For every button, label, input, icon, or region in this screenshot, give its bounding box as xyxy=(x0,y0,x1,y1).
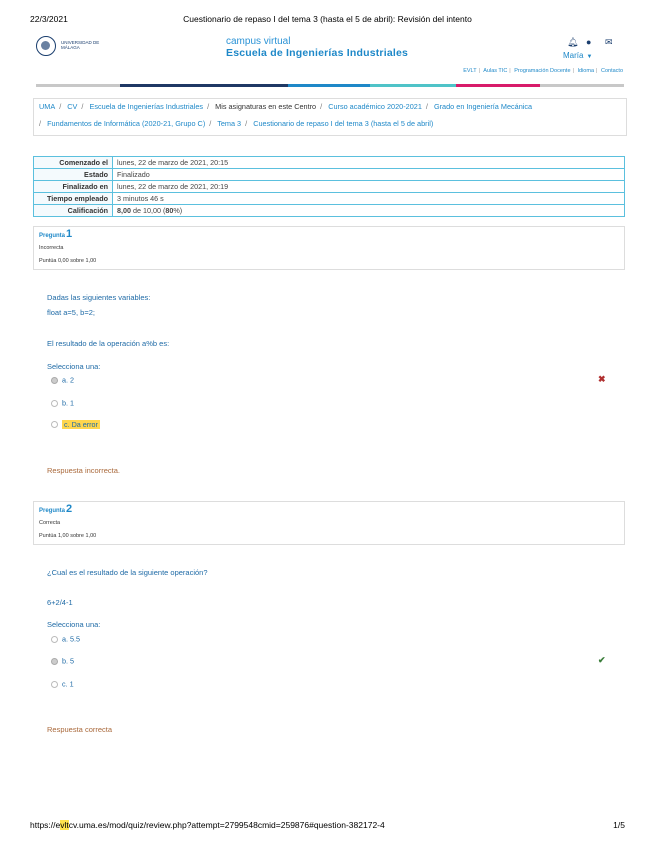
summary-row xyxy=(34,169,625,181)
link-aulas-tic[interactable]: Aulas TIC xyxy=(483,68,508,74)
question-number: Pregunta2 xyxy=(39,503,73,515)
breadcrumb-line-1: UMA / CV / Escuela de Ingenierías Industriales / Mis asignaturas en este Centro / Curso académico 2020-2021 / Grado en Ingeniería Mecánica xyxy=(39,102,533,111)
question-state: Correcta xyxy=(39,520,61,526)
summary-key: Estado xyxy=(34,169,113,181)
chat-icon[interactable]: ● xyxy=(586,37,592,47)
question-code: float a=5, b=2; xyxy=(47,308,95,317)
answer-prompt: Selecciona una: xyxy=(47,362,101,371)
answer-option[interactable]: c. 1 xyxy=(51,679,74,689)
check-icon: ✔ xyxy=(598,655,606,665)
question-feedback: Respuesta incorrecta. xyxy=(47,466,120,475)
attempt-summary-table xyxy=(33,156,625,217)
breadcrumb-uma[interactable]: UMA xyxy=(39,102,56,111)
question-text: El resultado de la operación a%b es: xyxy=(47,339,170,348)
summary-key: Comenzado el xyxy=(34,157,113,169)
summary-value: 3 minutos 46 s xyxy=(113,193,625,205)
answer-option-correct[interactable]: c. Da error xyxy=(51,419,100,429)
question-1-info xyxy=(33,226,625,270)
radio-selected[interactable] xyxy=(51,658,58,665)
link-contacto[interactable]: Contacto xyxy=(600,68,623,74)
color-bar-segment xyxy=(288,84,370,87)
breadcrumb-school[interactable]: Escuela de Ingenierías Industriales xyxy=(89,102,204,111)
print-date: 22/3/2021 xyxy=(30,14,68,24)
user-toolbar xyxy=(564,37,624,49)
user-name: María xyxy=(563,51,584,60)
breadcrumb-topic[interactable]: Tema 3 xyxy=(217,119,242,128)
color-bar-segment xyxy=(370,84,456,87)
summary-value: lunes, 22 de marzo de 2021, 20:15 xyxy=(113,157,625,169)
print-url: https://evltcv.uma.es/mod/quiz/review.php?attempt=2799548cmid=259876#question-382172-4 xyxy=(30,820,385,830)
university-seal-icon xyxy=(36,36,56,56)
print-footer xyxy=(30,820,625,834)
breadcrumb-degree[interactable]: Grado en Ingeniería Mecánica xyxy=(433,102,533,111)
bell-icon[interactable]: 🔔︎ xyxy=(567,37,579,47)
summary-key: Calificación xyxy=(34,205,113,217)
question-code: 6+2/4-1 xyxy=(47,598,73,607)
summary-row xyxy=(34,193,625,205)
answer-option[interactable]: a. 5.5 xyxy=(51,634,80,644)
summary-value: lunes, 22 de marzo de 2021, 20:19 xyxy=(113,181,625,193)
mail-icon[interactable]: ✉ xyxy=(605,37,613,47)
answer-option[interactable]: b. 1 xyxy=(51,398,74,408)
question-feedback: Respuesta correcta xyxy=(47,725,113,734)
radio[interactable] xyxy=(51,421,58,428)
link-programacion-docente[interactable]: Programación Docente xyxy=(514,68,571,74)
breadcrumb-cv[interactable]: CV xyxy=(67,102,78,111)
user-menu[interactable] xyxy=(563,51,592,60)
summary-row xyxy=(34,157,625,169)
breadcrumb-course-year[interactable]: Curso académico 2020-2021 xyxy=(328,102,422,111)
print-page-number: 1/5 xyxy=(613,820,625,830)
answer-prompt: Selecciona una: xyxy=(47,620,101,629)
radio[interactable] xyxy=(51,400,58,407)
radio[interactable] xyxy=(51,681,58,688)
print-title: Cuestionario de repaso I del tema 3 (hasta el 5 de abril): Revisión del intento xyxy=(183,14,472,24)
breadcrumb xyxy=(33,98,627,136)
chevron-down-icon: ▼ xyxy=(586,54,593,60)
question-state: Incorrecta xyxy=(39,245,64,251)
radio-selected[interactable] xyxy=(51,377,58,384)
university-name: UNIVERSIDAD DE MÁLAGA xyxy=(61,40,100,50)
summary-key: Finalizado en xyxy=(34,181,113,193)
breadcrumb-line-2: / Fundamentos de Informática (2020-21, Grupo C) / Tema 3 / Cuestionario de repaso I del tema 3 (hasta el 5 de abril) xyxy=(39,119,434,128)
grade-value: 8,00 de 10,00 (80%) xyxy=(113,205,625,217)
question-points: Puntúa 0,00 sobre 1,00 xyxy=(39,258,97,264)
question-2-info xyxy=(33,501,625,545)
summary-row xyxy=(34,181,625,193)
school-name: Escuela de Ingenierías Industriales xyxy=(226,47,409,59)
breadcrumb-my-subjects: Mis asignaturas en este Centro xyxy=(215,102,317,111)
question-number: Pregunta1 xyxy=(39,228,73,240)
summary-row xyxy=(34,205,625,217)
color-bar-segment xyxy=(540,84,624,87)
radio[interactable] xyxy=(51,636,58,643)
answer-option[interactable]: a. 2 xyxy=(51,375,74,385)
link-evlt[interactable]: EVLT xyxy=(463,68,477,74)
question-text: ¿Cual es el resultado de la siguiente operación? xyxy=(47,568,208,577)
question-points: Puntúa 1,00 sobre 1,00 xyxy=(39,533,97,539)
color-bar-segment xyxy=(456,84,540,87)
incorrect-icon: ✖ xyxy=(598,374,606,384)
color-bar-segment xyxy=(36,84,120,87)
header-links: EVLT | Aulas TIC | Programación Docente | Idioma | Contacto xyxy=(463,68,623,74)
university-logo[interactable] xyxy=(36,36,106,60)
summary-value: Finalizado xyxy=(113,169,625,181)
question-text: Dadas las siguientes variables: xyxy=(47,293,151,302)
link-idioma[interactable]: Idioma xyxy=(577,68,595,74)
summary-key: Tiempo empleado xyxy=(34,193,113,205)
breadcrumb-subject[interactable]: Fundamentos de Informática (2020-21, Grupo C) xyxy=(47,119,206,128)
campus-virtual-label: campus virtual xyxy=(226,36,291,47)
breadcrumb-quiz[interactable]: Cuestionario de repaso I del tema 3 (hasta el 5 de abril) xyxy=(253,119,434,128)
answer-option[interactable]: b. 5 xyxy=(51,656,74,666)
print-header xyxy=(30,14,625,28)
site-title[interactable] xyxy=(226,36,408,59)
color-bar-segment xyxy=(120,84,288,87)
